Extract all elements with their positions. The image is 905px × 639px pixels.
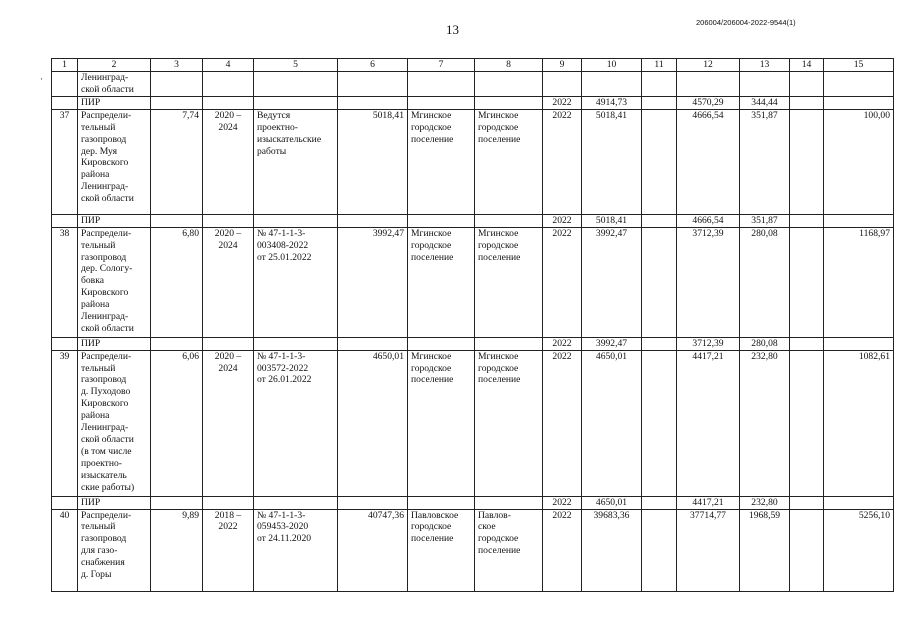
pir-row bbox=[52, 96, 894, 109]
pir-label: ПИР bbox=[78, 337, 151, 350]
column-number-row bbox=[52, 59, 894, 72]
status-cell: № 47-1-1-3- 003408-2022 от 25.01.2022 bbox=[254, 227, 338, 337]
table-row bbox=[52, 509, 894, 591]
pir-col13: 351,87 bbox=[740, 214, 790, 227]
col14-cell bbox=[790, 350, 824, 496]
column-header: 13 bbox=[740, 59, 790, 72]
pir-row bbox=[52, 214, 894, 227]
investment-table bbox=[51, 58, 894, 592]
col14-cell bbox=[790, 109, 824, 214]
col13-cell: 351,87 bbox=[740, 109, 790, 214]
pir-col10: 5018,41 bbox=[582, 214, 642, 227]
col13-cell: 232,80 bbox=[740, 350, 790, 496]
length-cell: 7,74 bbox=[151, 109, 203, 214]
page-number: 13 bbox=[446, 22, 459, 37]
column-header: 6 bbox=[338, 59, 408, 72]
column-header: 4 bbox=[203, 59, 254, 72]
col13-cell: 280,08 bbox=[740, 227, 790, 337]
column-header: 8 bbox=[475, 59, 543, 72]
col14-cell bbox=[790, 227, 824, 337]
row-number-cell: 37 bbox=[52, 109, 78, 214]
column-header: 5 bbox=[254, 59, 338, 72]
pir-year: 2022 bbox=[543, 96, 582, 109]
column-header: 14 bbox=[790, 59, 824, 72]
period-cell: 2020 – 2024 bbox=[203, 227, 254, 337]
col15-cell: 1082,61 bbox=[824, 350, 894, 496]
year-cell: 2022 bbox=[543, 109, 582, 214]
object-name-cell: Распредели- тельный газопровод для газо- снабжения д. Горы bbox=[78, 509, 151, 591]
municipality-cell: Мгинское городское поселение bbox=[408, 350, 475, 496]
column-header: 15 bbox=[824, 59, 894, 72]
length-cell: 9,89 bbox=[151, 509, 203, 591]
customer-cell: Павлов- ское городское поселение bbox=[475, 509, 543, 591]
status-cell: Ведутся проектно- изыскательские работы bbox=[254, 109, 338, 214]
column-header: 2 bbox=[78, 59, 151, 72]
col15-cell: 5256,10 bbox=[824, 509, 894, 591]
col11-cell bbox=[642, 109, 677, 214]
customer-cell: Мгинское городское поселение bbox=[475, 350, 543, 496]
col12-cell: 37714,77 bbox=[677, 509, 740, 591]
period-cell: 2018 – 2022 bbox=[203, 509, 254, 591]
object-name-cell: Ленинград- ской области bbox=[78, 71, 151, 96]
col13-cell: 1968,59 bbox=[740, 509, 790, 591]
pir-col12: 4417,21 bbox=[677, 496, 740, 509]
pir-col10: 4650,01 bbox=[582, 496, 642, 509]
col15-cell: 100,00 bbox=[824, 109, 894, 214]
column-header: 12 bbox=[677, 59, 740, 72]
row-number-cell: 39 bbox=[52, 350, 78, 496]
pir-row bbox=[52, 496, 894, 509]
pir-label: ПИР bbox=[78, 496, 151, 509]
col14-cell bbox=[790, 509, 824, 591]
column-header: 3 bbox=[151, 59, 203, 72]
customer-cell: Мгинское городское поселение bbox=[475, 227, 543, 337]
col10-cell: 4650,01 bbox=[582, 350, 642, 496]
object-name-cell: Распредели- тельный газопровод дер. Сологу- бовка Кировского района Ленинград- ской области bbox=[78, 227, 151, 337]
year-cell: 2022 bbox=[543, 509, 582, 591]
col15-cell: 1168,97 bbox=[824, 227, 894, 337]
length-cell: 6,06 bbox=[151, 350, 203, 496]
column-header: 7 bbox=[408, 59, 475, 72]
status-cell: № 47-1-1-3- 003572-2022 от 26.01.2022 bbox=[254, 350, 338, 496]
pir-label: ПИР bbox=[78, 214, 151, 227]
cost-cell: 5018,41 bbox=[338, 109, 408, 214]
col11-cell bbox=[642, 509, 677, 591]
customer-cell: Мгинское городское поселение bbox=[475, 109, 543, 214]
object-name-cell: Распредели- тельный газопровод д. Пуходово Кировского района Ленинград- ской области (в том числе проектно- изыскатель ские работы) bbox=[78, 350, 151, 496]
municipality-cell: Мгинское городское поселение bbox=[408, 227, 475, 337]
cost-cell: 3992,47 bbox=[338, 227, 408, 337]
row-number-cell: 38 bbox=[52, 227, 78, 337]
period-cell: 2020 – 2024 bbox=[203, 109, 254, 214]
col10-cell: 3992,47 bbox=[582, 227, 642, 337]
margin-mark: · bbox=[40, 74, 43, 84]
pir-year: 2022 bbox=[543, 496, 582, 509]
cost-cell: 4650,01 bbox=[338, 350, 408, 496]
period-cell: 2020 – 2024 bbox=[203, 350, 254, 496]
pir-col13: 344,44 bbox=[740, 96, 790, 109]
pir-col12: 3712,39 bbox=[677, 337, 740, 350]
col11-cell bbox=[642, 227, 677, 337]
pir-col12: 4666,54 bbox=[677, 214, 740, 227]
table-row bbox=[52, 109, 894, 214]
column-header: 10 bbox=[582, 59, 642, 72]
pir-col13: 280,08 bbox=[740, 337, 790, 350]
cost-cell: 40747,36 bbox=[338, 509, 408, 591]
col10-cell: 39683,36 bbox=[582, 509, 642, 591]
row-number-cell: 40 bbox=[52, 509, 78, 591]
col12-cell: 3712,39 bbox=[677, 227, 740, 337]
table-row bbox=[52, 227, 894, 337]
year-cell: 2022 bbox=[543, 350, 582, 496]
pir-year: 2022 bbox=[543, 214, 582, 227]
municipality-cell: Мгинское городское поселение bbox=[408, 109, 475, 214]
column-header: 9 bbox=[543, 59, 582, 72]
municipality-cell: Павловское городское поселение bbox=[408, 509, 475, 591]
pir-label: ПИР bbox=[78, 96, 151, 109]
pir-col13: 232,80 bbox=[740, 496, 790, 509]
length-cell: 6,80 bbox=[151, 227, 203, 337]
column-header: 11 bbox=[642, 59, 677, 72]
pir-row bbox=[52, 337, 894, 350]
object-name-cell: Распредели- тельный газопровод дер. Муя Кировского района Ленинград- ской области bbox=[78, 109, 151, 214]
year-cell: 2022 bbox=[543, 227, 582, 337]
table-row-continuation bbox=[52, 71, 894, 96]
pir-col12: 4570,29 bbox=[677, 96, 740, 109]
col12-cell: 4666,54 bbox=[677, 109, 740, 214]
document-id: 206004/206004-2022-9544(1) bbox=[696, 18, 796, 27]
pir-year: 2022 bbox=[543, 337, 582, 350]
col12-cell: 4417,21 bbox=[677, 350, 740, 496]
status-cell: № 47-1-1-3- 059453-2020 от 24.11.2020 bbox=[254, 509, 338, 591]
table-row bbox=[52, 350, 894, 496]
col10-cell: 5018,41 bbox=[582, 109, 642, 214]
column-header: 1 bbox=[52, 59, 78, 72]
col11-cell bbox=[642, 350, 677, 496]
pir-col10: 3992,47 bbox=[582, 337, 642, 350]
pir-col10: 4914,73 bbox=[582, 96, 642, 109]
